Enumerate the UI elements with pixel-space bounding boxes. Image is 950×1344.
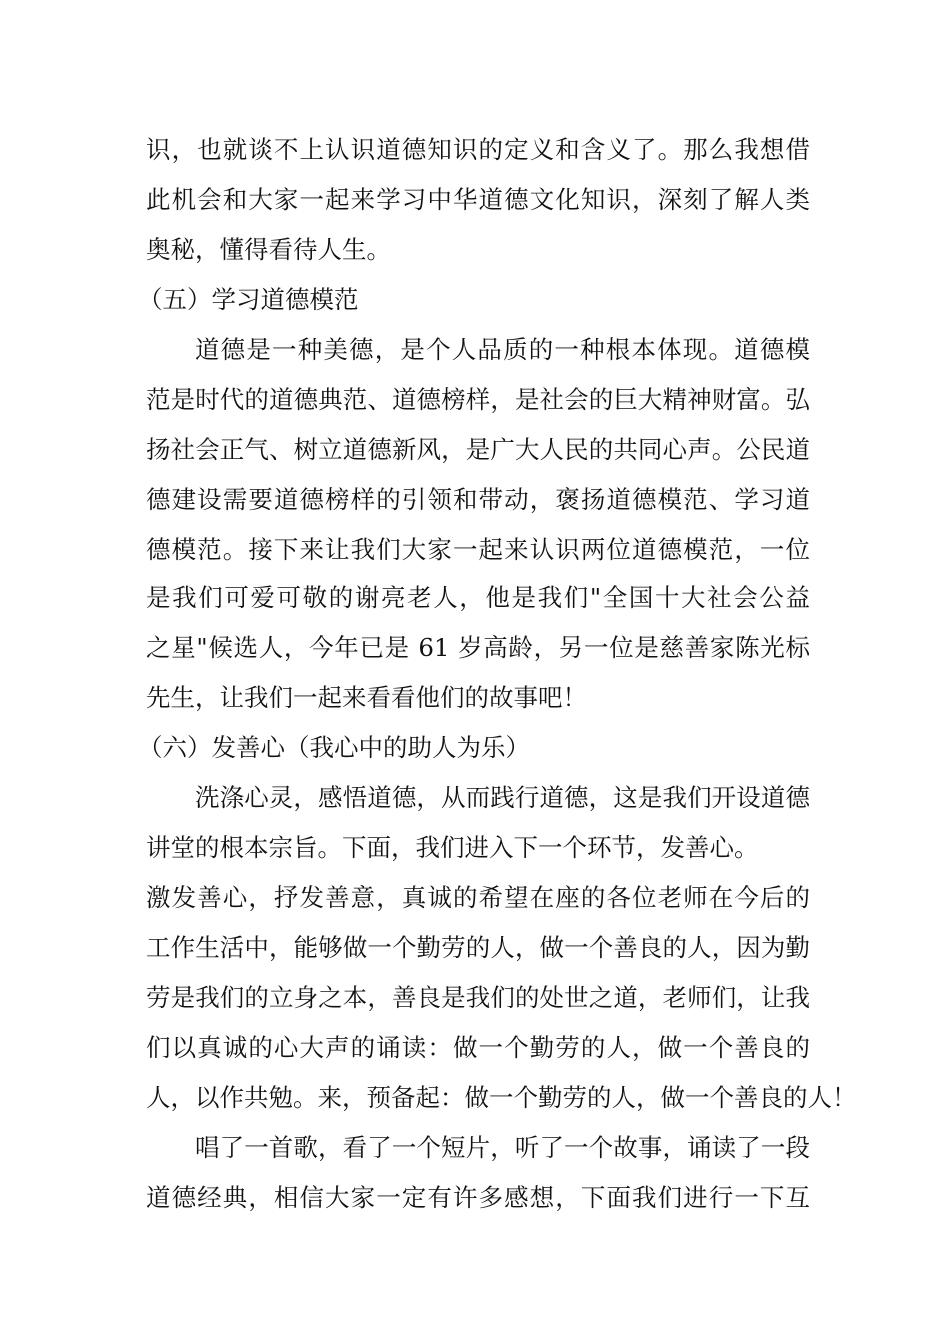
text-line: 德建设需要道德榜样的引领和带动，褒扬道德模范、学习道: [146, 485, 810, 514]
text-line: 识，也就谈不上认识道德知识的定义和含义了。那么我想借: [146, 135, 810, 164]
text-line: 奥秘，懂得看待人生。: [146, 235, 391, 264]
text-line: 是我们可爱可敬的谢亮老人，他是我们"全国十大社会公益: [146, 583, 810, 612]
text-line: 范是时代的道德典范、道德榜样，是社会的巨大精神财富。弘: [146, 385, 810, 414]
text-line: 劳是我们的立身之本，善良是我们的处世之道，老师们，让我: [146, 983, 810, 1012]
text-line: 唱了一首歌，看了一个短片，听了一个故事，诵读了一段: [195, 1133, 810, 1162]
text-line: 此机会和大家一起来学习中华道德文化知识，深刻了解人类: [146, 185, 810, 214]
text-line: 工作生活中，能够做一个勤劳的人，做一个善良的人，因为勤: [146, 933, 810, 962]
text-line: 扬社会正气、树立道德新风，是广大人民的共同心声。公民道: [146, 435, 810, 464]
text-line: 洗涤心灵，感悟道德，从而践行道德，这是我们开设道德: [195, 783, 810, 812]
section-heading: （五）学习道德模范: [138, 285, 359, 314]
text-line: 先生，让我们一起来看看他们的故事吧！: [146, 683, 587, 712]
text-line: 讲堂的根本宗旨。下面，我们进入下一个环节，发善心。: [146, 833, 759, 862]
text-line: 道德是一种美德，是个人品质的一种根本体现。道德模: [195, 335, 810, 364]
text-line: 之星"候选人，今年已是 61 岁高龄，另一位是慈善家陈光标: [146, 633, 810, 662]
text-line: 们以真诚的心大声的诵读：做一个勤劳的人，做一个善良的: [146, 1033, 810, 1062]
text-line: 德模范。接下来让我们大家一起来认识两位道德模范，一位: [146, 535, 810, 564]
text-line: 人，以作共勉。来，预备起：做一个勤劳的人，做一个善良的人！: [146, 1083, 857, 1112]
text-line: 激发善心，抒发善意，真诚的希望在座的各位老师在今后的: [146, 883, 810, 912]
section-heading: （六）发善心（我心中的助人为乐）: [138, 733, 530, 762]
text-line: 道德经典，相信大家一定有许多感想，下面我们进行一下互: [146, 1183, 810, 1212]
